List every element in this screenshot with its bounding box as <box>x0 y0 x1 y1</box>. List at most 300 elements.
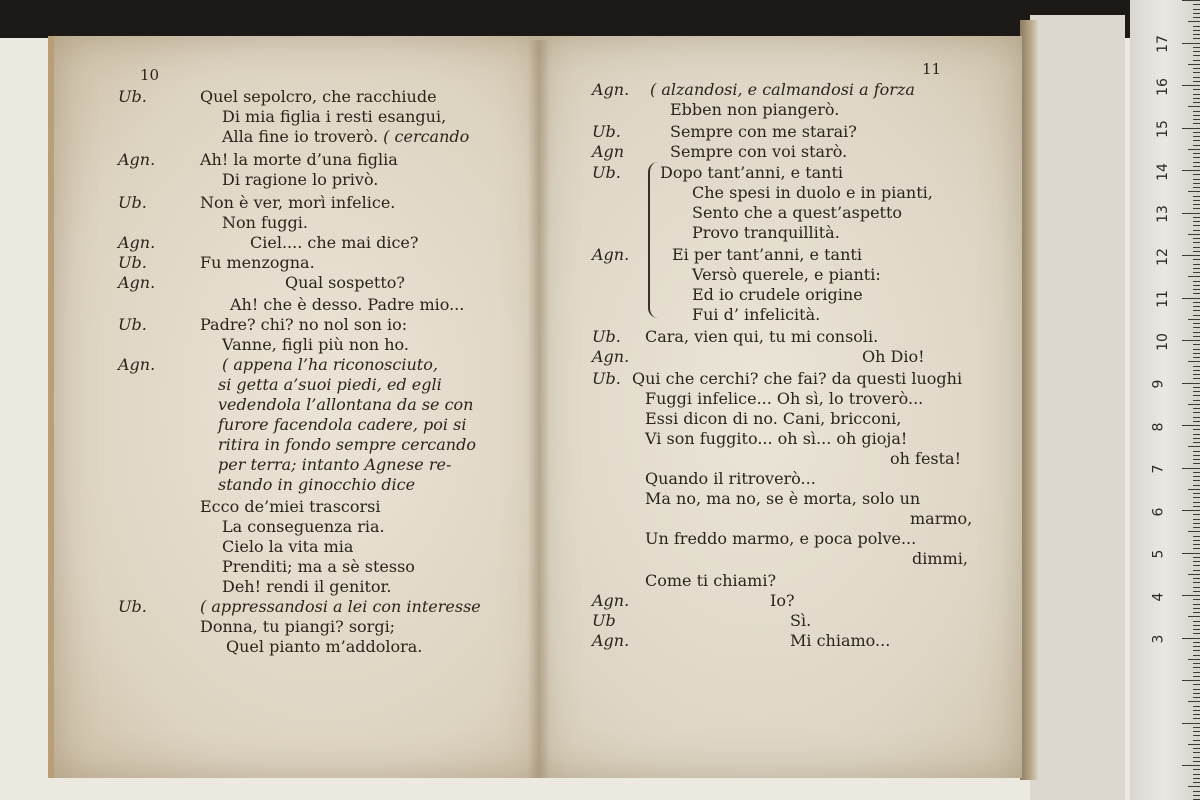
speaker-label: Agn. <box>118 150 156 169</box>
verse-text: Come ti chiami? <box>645 571 777 590</box>
ruler-tick <box>1193 633 1200 634</box>
verse-line <box>222 213 308 233</box>
ruler-tick <box>1182 595 1200 596</box>
verse-text: Quando il ritroverò... <box>645 469 816 488</box>
verse-line <box>670 142 847 162</box>
verse-text: Deh! rendi il genitor. <box>222 577 392 596</box>
ruler-tick <box>1193 663 1200 664</box>
ruler-tick <box>1193 480 1200 481</box>
ruler-tick <box>1193 714 1200 715</box>
ruler-tick <box>1188 191 1200 192</box>
ruler-tick <box>1188 659 1200 660</box>
ruler-tick <box>1193 395 1200 396</box>
ruler-number: 4 <box>1150 592 1167 601</box>
ruler-tick <box>1193 242 1200 243</box>
stage-direction: vedendola l’allontana da se con <box>218 395 474 414</box>
ruler-tick <box>1193 115 1200 116</box>
verse-line <box>218 395 473 415</box>
ruler-tick <box>1188 574 1200 575</box>
ruler-tick <box>1188 701 1200 702</box>
ruler-tick <box>1182 425 1200 426</box>
verse-text: Che spesi in duolo e in pianti, <box>692 183 933 202</box>
verse-line <box>218 475 415 495</box>
verse-line <box>645 571 776 591</box>
verse-text: Provo tranquillità. <box>692 223 840 242</box>
ruler-tick <box>1193 621 1200 622</box>
ruler-number: 13 <box>1154 205 1171 223</box>
verse-text: Alla fine io troverò. <box>222 127 379 146</box>
ruler-tick <box>1193 55 1200 56</box>
stage-direction: ( appena l’ha riconosciuto, <box>222 355 438 374</box>
ruler-tick <box>1193 51 1200 52</box>
ruler-tick <box>1193 102 1200 103</box>
verse-line <box>790 611 811 631</box>
ruler-tick <box>1182 638 1200 639</box>
ruler-tick <box>1193 582 1200 583</box>
verse-text: Oh Dio! <box>862 347 925 366</box>
ruler-tick <box>1193 514 1200 515</box>
verse-text: marmo, <box>910 509 973 528</box>
ruler-tick <box>1193 493 1200 494</box>
verse-text: dimmi, <box>912 549 968 568</box>
ruler-tick <box>1193 684 1200 685</box>
ruler-tick <box>1182 723 1200 724</box>
ruler-tick <box>1182 553 1200 554</box>
ruler-tick <box>1193 727 1200 728</box>
ruler-number: 10 <box>1154 332 1171 351</box>
ruler-tick <box>1193 81 1200 82</box>
ruler-tick <box>1193 349 1200 350</box>
verse-line <box>222 107 446 127</box>
verse-line <box>230 295 464 315</box>
ruler-tick <box>1193 327 1200 328</box>
ruler-tick <box>1193 625 1200 626</box>
ruler-tick <box>1193 162 1200 163</box>
ruler-tick <box>1188 531 1200 532</box>
ruler-tick <box>1193 34 1200 35</box>
ruler-tick <box>1182 680 1200 681</box>
verse-text: Qui che cerchi? che fai? da questi luoghi <box>632 369 963 388</box>
ruler-tick <box>1193 540 1200 541</box>
verse-text: Sempre con voi starò. <box>670 142 848 161</box>
ruler-tick <box>1193 221 1200 222</box>
ruler-tick <box>1193 336 1200 337</box>
board-edge <box>1030 15 1125 800</box>
verse-line <box>200 87 437 107</box>
speaker-label: Agn. <box>592 347 630 366</box>
verse-line <box>770 591 795 611</box>
speaker-label: Ub <box>592 611 616 630</box>
ruler-tick <box>1193 769 1200 770</box>
ruler-tick <box>1193 642 1200 643</box>
ruler-tick <box>1193 570 1200 571</box>
ruler-tick <box>1193 230 1200 231</box>
verse-line <box>692 183 933 203</box>
ruler-tick <box>1193 9 1200 10</box>
ruler-tick <box>1193 208 1200 209</box>
ruler-tick <box>1193 136 1200 137</box>
speaker-label: Ub. <box>592 122 621 141</box>
ruler-tick <box>1193 157 1200 158</box>
ruler-number: 3 <box>1150 634 1167 644</box>
verse-line <box>222 170 378 190</box>
verse-text: Ah! la morte d’una figlia <box>200 150 398 169</box>
ruler-tick <box>1193 30 1200 31</box>
verse-text: Donna, tu piangi? sorgi; <box>200 617 396 636</box>
ruler-tick <box>1193 757 1200 758</box>
ruler-tick <box>1193 357 1200 358</box>
ruler-tick <box>1193 761 1200 762</box>
ruler-tick <box>1193 391 1200 392</box>
ruler-tick <box>1193 561 1200 562</box>
verse-text: Quel sepolcro, che racchiude <box>200 87 437 106</box>
verse-line <box>200 597 481 617</box>
ruler-tick <box>1188 149 1200 150</box>
verse-line <box>200 193 395 213</box>
ruler-tick <box>1193 429 1200 430</box>
verse-line <box>692 265 881 285</box>
ruler-tick <box>1193 4 1200 5</box>
verse-line <box>645 489 920 509</box>
verse-text: Io? <box>770 591 795 610</box>
ruler-tick <box>1193 132 1200 133</box>
ruler-tick <box>1193 60 1200 61</box>
ruler-tick <box>1193 77 1200 78</box>
speaker-label: Agn. <box>118 355 156 374</box>
ruler-tick <box>1193 523 1200 524</box>
verse-text: Fu menzogna. <box>200 253 315 272</box>
verse-line <box>222 355 438 375</box>
ruler-tick <box>1193 238 1200 239</box>
ruler-tick <box>1193 472 1200 473</box>
ruler-tick <box>1193 650 1200 651</box>
speaker-label: Ub. <box>592 163 621 182</box>
speaker-label: Agn. <box>592 245 630 264</box>
ruler-tick <box>1193 731 1200 732</box>
ruler-tick <box>1193 485 1200 486</box>
ruler-number: 16 <box>1154 77 1171 96</box>
ruler-tick <box>1193 693 1200 694</box>
verse-line <box>692 305 820 325</box>
ruler-tick <box>1193 672 1200 673</box>
right-page-number: 11 <box>922 60 942 78</box>
ruler-tick <box>1193 599 1200 600</box>
ruler-tick <box>1193 196 1200 197</box>
ruler-number: 9 <box>1150 379 1167 389</box>
ruler-tick <box>1182 765 1200 766</box>
ruler-tick <box>1188 489 1200 490</box>
ruler-number: 15 <box>1154 120 1171 138</box>
stage-direction: stando in ginocchio dice <box>218 475 416 494</box>
ruler-tick <box>1193 111 1200 112</box>
verse-text: Cara, vien qui, tu mi consoli. <box>645 327 879 346</box>
verse-line <box>912 549 968 569</box>
stage-direction: ( appressandosi a lei con interesse <box>200 597 481 616</box>
ruler-tick <box>1193 740 1200 741</box>
verse-line <box>650 80 915 100</box>
verse-text: Fui d’ infelicità. <box>692 305 821 324</box>
ruler-tick <box>1193 791 1200 792</box>
ruler-tick <box>1193 344 1200 345</box>
ruler-tick <box>1193 123 1200 124</box>
ruler-tick <box>1193 408 1200 409</box>
ruler-tick <box>1188 319 1200 320</box>
verse-text: Qual sospetto? <box>285 273 405 292</box>
ruler-tick <box>1193 735 1200 736</box>
ruler-tick <box>1193 710 1200 711</box>
speaker-label: Agn. <box>592 80 630 99</box>
ruler-tick <box>1193 264 1200 265</box>
verse-text: Ebben non piangerò. <box>670 100 840 119</box>
speaker-label: Agn. <box>592 631 630 650</box>
ruler-tick <box>1188 616 1200 617</box>
ruler-tick <box>1182 468 1200 469</box>
verse-line <box>250 233 418 253</box>
ruler-tick <box>1193 332 1200 333</box>
ruler-tick <box>1193 293 1200 294</box>
ruler-tick <box>1188 446 1200 447</box>
ruler-tick <box>1193 289 1200 290</box>
ruler-tick <box>1193 306 1200 307</box>
ruler-tick <box>1193 370 1200 371</box>
ruler-tick <box>1193 608 1200 609</box>
ruler-tick <box>1193 676 1200 677</box>
verse-line <box>645 529 916 549</box>
ruler-tick <box>1193 544 1200 545</box>
ruler-tick <box>1188 786 1200 787</box>
speaker-label: Agn. <box>118 233 156 252</box>
ruler-tick <box>1193 38 1200 39</box>
verse-text: Ecco de’miei trascorsi <box>200 497 381 516</box>
ruler-number: 11 <box>1154 290 1171 308</box>
book-gutter <box>528 40 550 778</box>
verse-text: Di mia figlia i resti esangui, <box>222 107 447 126</box>
ruler-tick <box>1193 17 1200 18</box>
verse-text: Sempre con me starai? <box>670 122 857 141</box>
ruler-tick <box>1182 170 1200 171</box>
ruler-tick <box>1193 89 1200 90</box>
speaker-label: Ub. <box>118 597 147 616</box>
verse-line <box>632 369 962 389</box>
verse-line <box>660 163 843 183</box>
ruler-tick <box>1193 200 1200 201</box>
verse-line <box>910 509 972 529</box>
verse-text: Non è ver, morì infelice. <box>200 193 396 212</box>
ruler-tick <box>1193 442 1200 443</box>
speaker-label: Agn <box>592 142 625 161</box>
ruler-tick <box>1193 387 1200 388</box>
verse-line <box>285 273 405 293</box>
ruler-tick <box>1193 119 1200 120</box>
verse-line <box>200 253 315 273</box>
verse-text: Un freddo marmo, e poca polve... <box>645 529 917 548</box>
ruler-tick <box>1193 451 1200 452</box>
verse-line <box>222 127 469 147</box>
verse-text: Mi chiamo... <box>790 631 891 650</box>
ruler-tick <box>1188 276 1200 277</box>
verse-line <box>692 223 840 243</box>
verse-text: Ma no, ma no, se è morta, solo un <box>645 489 921 508</box>
ruler-tick <box>1182 85 1200 86</box>
ruler-tick <box>1193 145 1200 146</box>
speaker-label: Agn. <box>118 273 156 292</box>
verse-text: Sì. <box>790 611 812 630</box>
verse-text: Fuggi infelice... Oh sì, lo troverò... <box>645 389 924 408</box>
ruler-tick <box>1193 374 1200 375</box>
verse-line <box>200 150 398 170</box>
ruler-tick <box>1193 247 1200 248</box>
ruler-tick <box>1193 697 1200 698</box>
left-page-number: 10 <box>140 66 160 84</box>
ruler-tick <box>1182 213 1200 214</box>
ruler-tick <box>1193 748 1200 749</box>
ruler-tick <box>1193 774 1200 775</box>
speaker-label: Ub. <box>118 193 147 212</box>
ruler-tick <box>1193 536 1200 537</box>
ruler-tick <box>1193 140 1200 141</box>
ruler-tick <box>1193 47 1200 48</box>
ruler-tick <box>1182 383 1200 384</box>
verse-text: Prenditi; ma a sè stesso <box>222 557 415 576</box>
ruler-tick <box>1193 587 1200 588</box>
verse-text: Vanne, figli più non ho. <box>222 335 409 354</box>
verse-line <box>670 122 857 142</box>
ruler-tick <box>1193 400 1200 401</box>
speaker-label: Ub. <box>118 87 147 106</box>
verse-text: Versò querele, e pianti: <box>692 265 881 284</box>
verse-line <box>218 415 466 435</box>
stage-direction: per terra; intanto Agnese re- <box>218 455 452 474</box>
ruler-tick <box>1193 421 1200 422</box>
ruler-tick <box>1193 506 1200 507</box>
ruler-tick <box>1193 378 1200 379</box>
ruler-tick <box>1193 72 1200 73</box>
verse-line <box>672 245 862 265</box>
ruler-tick <box>1193 689 1200 690</box>
ruler-tick <box>1193 646 1200 647</box>
ruler-tick <box>1193 438 1200 439</box>
verse-line <box>645 389 923 409</box>
ruler-tick <box>1193 272 1200 273</box>
speaker-label: Ub. <box>592 327 621 346</box>
verse-text: Dopo tant’anni, e tanti <box>660 163 844 182</box>
verse-text: oh festa! <box>890 449 962 468</box>
verse-text: Cielo la vita mia <box>222 537 354 556</box>
speaker-label: Ub. <box>118 253 147 272</box>
verse-text: La conseguenza ria. <box>222 517 385 536</box>
ruler-number: 8 <box>1150 422 1167 431</box>
ruler-tick <box>1182 255 1200 256</box>
ruler-tick <box>1193 98 1200 99</box>
speaker-label: Ub. <box>118 315 147 334</box>
ruler-tick <box>1193 548 1200 549</box>
verse-line <box>222 557 415 577</box>
verse-line <box>862 347 925 367</box>
verse-line <box>890 449 961 469</box>
ruler-number: 14 <box>1154 162 1171 181</box>
verse-line <box>222 517 385 537</box>
ruler-tick <box>1193 795 1200 796</box>
ruler-tick <box>1188 106 1200 107</box>
ruler-tick <box>1182 298 1200 299</box>
verse-text: Essi dicon di no. Cani, bricconi, <box>645 409 902 428</box>
ruler-tick <box>1193 752 1200 753</box>
stage-direction: ( cercando <box>378 127 470 146</box>
ruler-tick <box>1193 459 1200 460</box>
ruler-tick <box>1193 315 1200 316</box>
verse-text: Di ragione lo privò. <box>222 170 379 189</box>
verse-line <box>218 435 476 455</box>
stage-direction: ( alzandosi, e calmandosi a forza <box>650 80 915 99</box>
ruler-tick <box>1193 353 1200 354</box>
ruler-number: 6 <box>1150 507 1167 516</box>
verse-text: Padre? chi? no nol son io: <box>200 315 408 334</box>
ruler-tick <box>1193 366 1200 367</box>
ruler-tick <box>1193 565 1200 566</box>
ruler-tick <box>1188 361 1200 362</box>
ruler-tick <box>1188 64 1200 65</box>
ruler-tick <box>1193 251 1200 252</box>
verse-text: Ed io crudele origine <box>692 285 863 304</box>
verse-line <box>200 497 380 517</box>
verse-line <box>692 203 902 223</box>
ruler-tick <box>1188 21 1200 22</box>
ruler-tick <box>1193 179 1200 180</box>
verse-line <box>218 455 451 475</box>
ruler-tick <box>1193 204 1200 205</box>
ruler-number: 12 <box>1154 247 1171 266</box>
ruler-tick <box>1188 234 1200 235</box>
book-fore-edge <box>1020 20 1038 780</box>
ruler-tick <box>1188 744 1200 745</box>
verse-line <box>218 375 442 395</box>
verse-line <box>226 637 422 657</box>
verse-line <box>692 285 863 305</box>
ruler-tick <box>1193 285 1200 286</box>
ruler-tick <box>1193 604 1200 605</box>
ruler-tick <box>1193 187 1200 188</box>
ruler-tick <box>1193 667 1200 668</box>
verse-text: Quel pianto m’addolora. <box>226 637 423 656</box>
ruler-tick <box>1193 519 1200 520</box>
verse-line <box>222 577 391 597</box>
ruler-tick <box>1193 153 1200 154</box>
ruler-tick <box>1193 463 1200 464</box>
ruler-tick <box>1193 502 1200 503</box>
ruler-tick <box>1193 302 1200 303</box>
ruler-tick <box>1182 0 1200 1</box>
verse-line <box>645 429 907 449</box>
verse-line <box>670 100 839 120</box>
ruler-tick <box>1193 26 1200 27</box>
ruler-tick <box>1193 268 1200 269</box>
ruler-tick <box>1193 578 1200 579</box>
speaker-label: Ub. <box>592 369 621 388</box>
verse-text: Ciel.... che mai dice? <box>250 233 419 252</box>
ruler-tick <box>1193 13 1200 14</box>
ruler-tick <box>1188 404 1200 405</box>
ruler-tick <box>1193 476 1200 477</box>
verse-line <box>645 469 816 489</box>
ruler-tick <box>1193 217 1200 218</box>
ruler-number: 5 <box>1150 549 1167 559</box>
ruler-tick <box>1193 527 1200 528</box>
ruler-tick <box>1193 718 1200 719</box>
ruler-tick <box>1193 629 1200 630</box>
verse-text: Ei per tant’anni, e tanti <box>672 245 862 264</box>
ruler-tick <box>1182 510 1200 511</box>
ruler-tick <box>1193 455 1200 456</box>
